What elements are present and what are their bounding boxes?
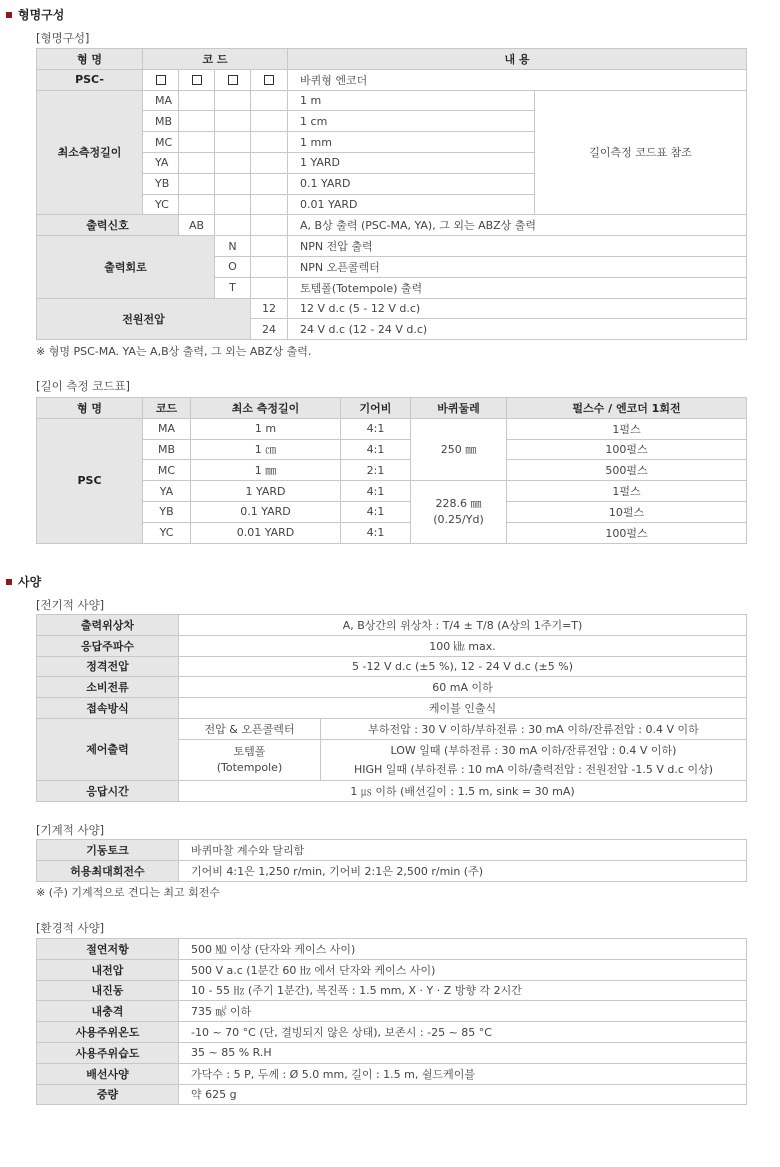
desc-cell: 1 cm [288,111,535,132]
voltage-code: 12 [251,298,288,319]
ctrl-type [179,739,321,780]
section-bullet-icon [6,579,12,585]
table-cell: 1 YARD [191,481,341,502]
spec-label: 내전압 [37,959,179,980]
table-cell: 4:1 [341,522,411,543]
section-title-text: 사양 [18,575,42,589]
code-cell: YC [143,194,179,215]
wheel-cell: 250 ㎜ [411,418,507,480]
wheel-cell [411,481,507,543]
ctrl-type-line: 토템폴 [233,744,266,758]
table-cell: 1 ㎝ [191,439,341,460]
box-icon [264,75,274,85]
spec-value: 가닥수 : 5 P, 두께 : Ø 5.0 mm, 길이 : 1.5 m, 쉴드케이블 [179,1063,747,1084]
spec-label: 접속방식 [37,698,179,719]
table-cell: 1펄스 [507,481,747,502]
ctrl-type-line: (Totempole) [216,760,283,774]
desc-cell: 1 m [288,90,535,111]
out-circuit-code: O [215,256,251,277]
table-cell: 4:1 [341,439,411,460]
environmental-spec-table [36,938,747,1105]
desc-cell: 1 YARD [288,152,535,173]
spec-label: 사용주위습도 [37,1042,179,1063]
desc-cell: 0.1 YARD [288,173,535,194]
table-cell: 4:1 [341,481,411,502]
spec-label: 내충격 [37,1001,179,1022]
spec-value: 10 - 55 ㎐ (주기 1분간), 복진폭 : 1.5 mm, X · Y · Z 방향 각 2시간 [179,980,747,1001]
spec-value: -10 ~ 70 °C (단, 결빙되지 않은 상태), 보존시 : -25 ~ 85 °C [179,1022,747,1043]
spec-value: 기어비 4:1은 1,250 r/min, 기어비 2:1은 2,500 r/min (주) [179,860,747,881]
code-box [215,69,251,90]
spec-label: 중량 [37,1084,179,1105]
wheel-value: 228.6 ㎜ [435,496,482,510]
spec-value [321,739,747,780]
out-circuit-desc: NPN 전압 출력 [288,236,747,257]
code-cell: MC [143,132,179,153]
spec-label: 응답주파수 [37,635,179,656]
section-title-model [6,6,64,23]
spec-value-line: LOW 일때 (부하전류 : 30 mA 이하/잔류전압 : 0.4 V 이하) [390,743,677,757]
spec-value: 35 ~ 85 % R.H [179,1042,747,1063]
table-cell: 0.1 YARD [191,501,341,522]
spec-value: 약 625 g [179,1084,747,1105]
table-cell: 0.01 YARD [191,522,341,543]
header-content: 내 용 [288,49,747,70]
subtitle-electrical: [전기적 사양] [36,598,105,612]
ref-note: 길이측정 코드표 참조 [535,90,747,215]
code-cell: MA [143,90,179,111]
voltage-code: 24 [251,319,288,340]
col-header: 형 명 [37,398,143,419]
section-title-text: 형명구성 [18,8,65,22]
out-signal-code: AB [179,215,215,236]
spec-label: 정격전압 [37,656,179,677]
desc-cell: 0.01 YARD [288,194,535,215]
col-header: 바퀴둘레 [411,398,507,419]
code-cell: YA [143,152,179,173]
min-len-label: 최소측정길이 [37,90,143,215]
header-code: 코 드 [143,49,288,70]
spec-label: 제어출력 [37,718,179,780]
box-icon [156,75,166,85]
header-model: 형 명 [37,49,143,70]
section-bullet-icon [6,12,12,18]
model-config-table [36,48,747,340]
code-box [251,69,288,90]
spec-value: 500 ㏁ 이상 (단자와 케이스 사이) [179,939,747,960]
spec-label: 응답시간 [37,780,179,801]
out-circuit-desc: 토템폴(Totempole) 출력 [288,277,747,298]
spec-label: 사용주위온도 [37,1022,179,1043]
spec-value-line: HIGH 일때 (부하전류 : 10 mA 이하/출력전압 : 전원전압 -1.5 V d.c 이상) [354,762,713,776]
out-circuit-label: 출력회로 [37,236,215,298]
table-cell: 500펄스 [507,460,747,481]
table-cell: YB [143,501,191,522]
out-circuit-code: N [215,236,251,257]
code-cell: MB [143,111,179,132]
spec-value: 5 -12 V d.c (±5 %), 12 - 24 V d.c (±5 %) [179,656,747,677]
table-cell: MA [143,418,191,439]
mechanical-note: ※ (주) 기계적으로 견디는 최고 회전수 [36,886,221,899]
table-cell: 1 m [191,418,341,439]
box-icon [228,75,238,85]
spec-value: 735 ㎨ 이하 [179,1001,747,1022]
spec-label: 허용최대회전수 [37,860,179,881]
spec-label: 기동토크 [37,840,179,861]
out-circuit-code: T [215,277,251,298]
out-circuit-desc: NPN 오픈콜렉터 [288,256,747,277]
psc-desc: 바퀴형 엔코더 [288,69,747,90]
code-box [143,69,179,90]
spec-label: 내진동 [37,980,179,1001]
spec-value: 바퀴마찰 계수와 달리함 [179,840,747,861]
table-cell: YA [143,481,191,502]
spec-value: 100 ㎑ max. [179,635,747,656]
table-cell: 100펄스 [507,439,747,460]
subtitle-model-config: [형명구성] [36,31,90,45]
model-psc: PSC [37,418,143,543]
table-cell: 1 ㎜ [191,460,341,481]
out-signal-label: 출력신호 [37,215,179,236]
table-cell: 2:1 [341,460,411,481]
spec-label: 절연저항 [37,939,179,960]
mechanical-spec-table [36,839,747,882]
subtitle-length-code: [길이 측정 코드표] [36,379,131,393]
voltage-desc: 24 V d.c (12 - 24 V d.c) [288,319,747,340]
table-cell: 4:1 [341,501,411,522]
voltage-label: 전원전압 [37,298,251,340]
code-cell: YB [143,173,179,194]
spec-label: 배선사양 [37,1063,179,1084]
spec-label: 소비전류 [37,677,179,698]
spec-value: 1 ㎲ 이하 (배선길이 : 1.5 m, sink = 30 mA) [179,780,747,801]
table-cell: MC [143,460,191,481]
out-signal-desc: A, B상 출력 (PSC-MA, YA), 그 외는 ABZ상 출력 [288,215,747,236]
spec-value: 60 mA 이하 [179,677,747,698]
subtitle-mechanical: [기계적 사양] [36,823,105,837]
spec-value: 500 V a.c (1분간 60 ㎐ 에서 단자와 케이스 사이) [179,959,747,980]
section-title-spec [6,573,41,590]
spec-value: 케이블 인출식 [179,698,747,719]
desc-cell: 1 mm [288,132,535,153]
wheel-value-yd: (0.25/Yd) [433,512,484,526]
model-note: ※ 형명 PSC-MA. YA는 A,B상 출력, 그 외는 ABZ상 출력. [36,345,312,358]
table-cell: 1펄스 [507,418,747,439]
col-header: 최소 측정길이 [191,398,341,419]
table-cell: 10펄스 [507,501,747,522]
box-icon [192,75,202,85]
spec-label: 출력위상차 [37,615,179,636]
col-header: 기어비 [341,398,411,419]
col-header: 코드 [143,398,191,419]
spec-value: 부하전압 : 30 V 이하/부하전류 : 30 mA 이하/잔류전압 : 0.4 V 이하 [321,718,747,739]
spec-value: A, B상간의 위상차 : T/4 ± T/8 (A상의 1주기=T) [179,615,747,636]
voltage-desc: 12 V d.c (5 - 12 V d.c) [288,298,747,319]
subtitle-environmental: [환경적 사양] [36,921,105,935]
table-cell: YC [143,522,191,543]
electrical-spec-table [36,614,747,802]
table-cell: 100펄스 [507,522,747,543]
ctrl-type: 전압 & 오픈콜렉터 [179,718,321,739]
code-box [179,69,215,90]
length-code-table [36,397,747,544]
table-cell: MB [143,439,191,460]
col-header: 펄스수 / 엔코더 1회전 [507,398,747,419]
table-cell: 4:1 [341,418,411,439]
psc-label: PSC- [37,69,143,90]
